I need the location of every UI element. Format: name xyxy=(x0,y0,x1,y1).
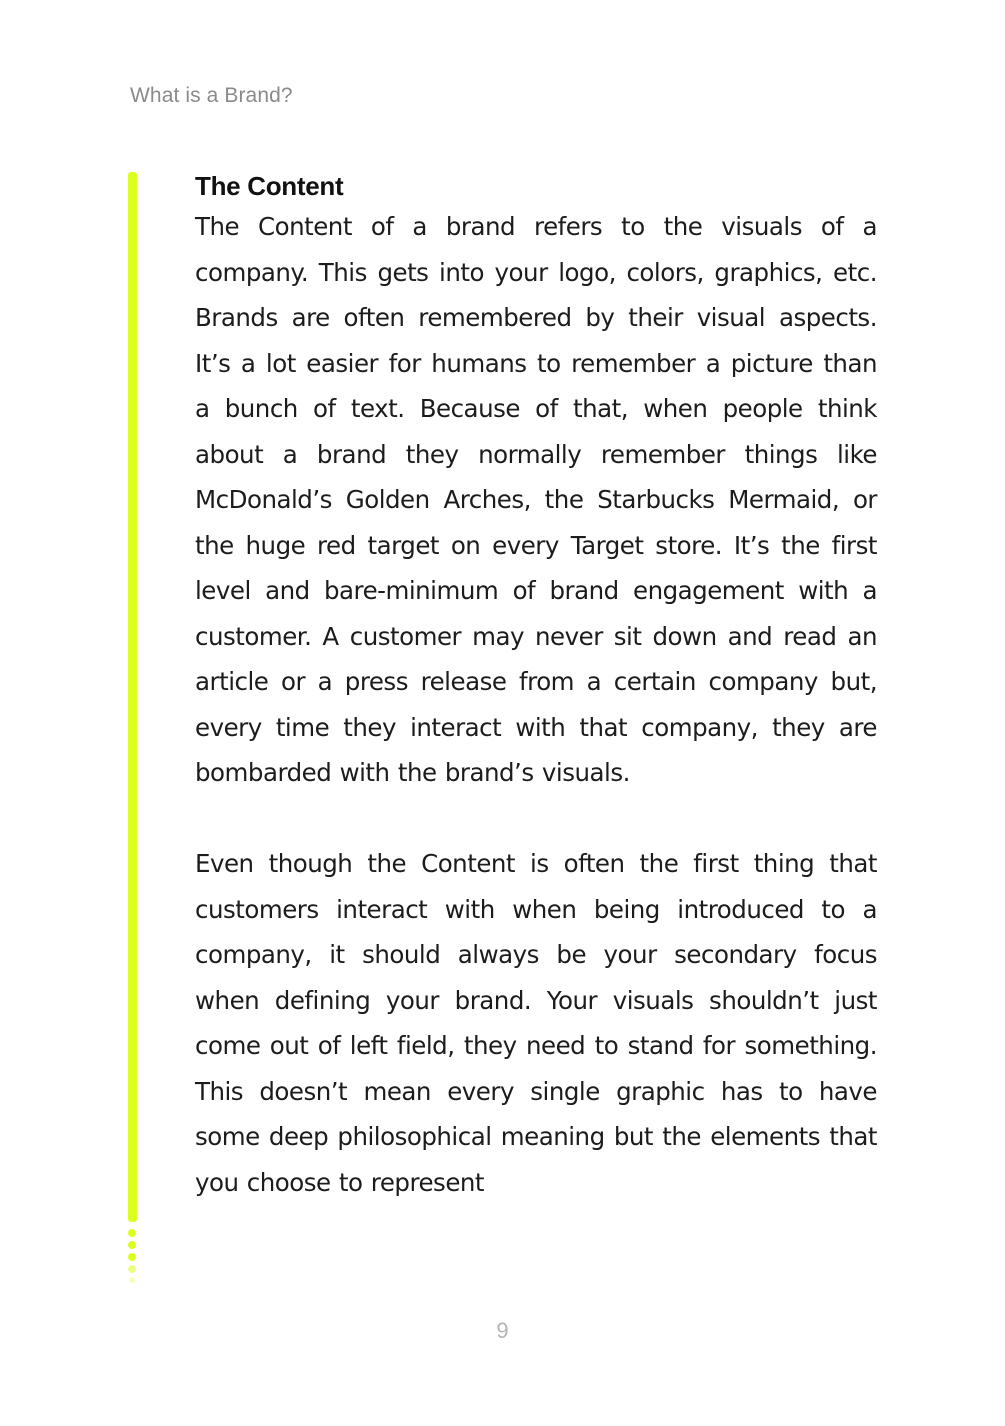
accent-dot xyxy=(129,1277,135,1283)
accent-bar xyxy=(128,172,137,1222)
content-column xyxy=(195,168,877,1205)
accent-dots xyxy=(128,1229,137,1287)
body-paragraph: Even though the Content is often the first thing that customers interact with when being introduced to a company, it should always be your secondary focus when defining your brand. Your visuals shouldn’t just come out of left field, they need to stand for something. This doesn’t mean every single graphic has to have some deep philosophical meaning but the elements that you choose to represent xyxy=(195,849,877,1197)
body-paragraph: The Content of a brand refers to the visuals of a company. This gets into your logo, colors, graphics, etc. Brands are often remembered by their visual aspects. It’s a lot easier for humans to remember a picture than a bunch of text. Because of that, when people think about a brand they normally remember things like McDonald’s Golden Arches, the Starbucks Mermaid, or the huge red target on every Target store. It’s the first level and bare-minimum of brand engagement with a customer. A customer may never sit down and read an article or a press release from a certain company but, every time they interact with that company, they are bombarded with the brand’s visuals. xyxy=(195,212,877,787)
page-number: 9 xyxy=(496,1318,509,1343)
section-title: The Content xyxy=(195,171,344,201)
running-header: What is a Brand? xyxy=(130,84,293,107)
accent-dot xyxy=(128,1229,136,1237)
accent-dot xyxy=(128,1265,136,1273)
accent-dot xyxy=(128,1241,136,1249)
accent-dot xyxy=(128,1253,136,1261)
